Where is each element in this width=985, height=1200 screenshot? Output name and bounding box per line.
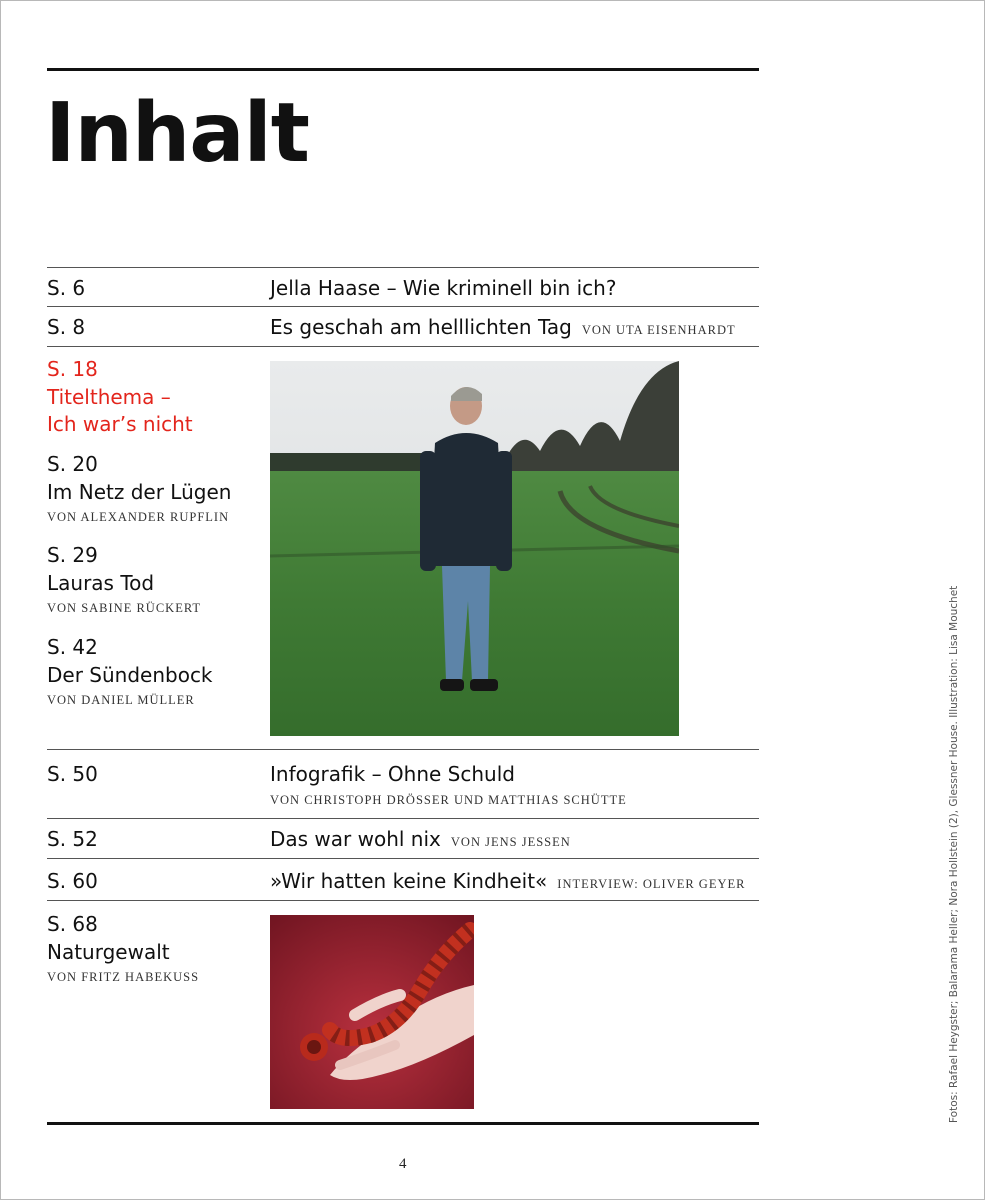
entry-byline: VON SABINE RÜCKERT xyxy=(47,601,202,615)
entry-headline-line1[interactable]: Titelthema – xyxy=(47,385,171,409)
entry-page: S. 42 xyxy=(47,635,98,659)
entry-page: S. 52 xyxy=(47,827,98,851)
divider xyxy=(47,267,759,268)
entry-headline[interactable]: Jella Haase – Wie kriminell bin ich? xyxy=(270,276,617,300)
man-in-field-photo xyxy=(270,361,679,736)
snake-on-hand-photo xyxy=(270,915,474,1109)
entry-headline-row[interactable] xyxy=(270,827,571,854)
photo-credit: Fotos: Rafael Heygster; Balarama Heller; Nora Hollstein (2), Glessner House. Illustration: Lisa Mouchet xyxy=(948,585,960,1123)
divider xyxy=(47,858,759,859)
entry-page: S. 8 xyxy=(47,315,86,339)
entry-byline: INTERVIEW: OLIVER GEYER xyxy=(557,877,746,891)
entry-byline: VON JENS JESSEN xyxy=(450,835,571,849)
divider xyxy=(47,900,759,901)
entry-headline[interactable]: Im Netz der Lügen xyxy=(47,480,232,504)
entry-byline: VON CHRISTOPH DRÖSSER UND MATTHIAS SCHÜTTE xyxy=(270,793,627,807)
entry-headline-row[interactable] xyxy=(270,869,745,896)
entry-headline[interactable]: Das war wohl nix xyxy=(270,827,441,851)
divider xyxy=(47,346,759,347)
page-number: 4 xyxy=(399,1156,407,1172)
entry-headline[interactable]: Es geschah am helllichten Tag xyxy=(270,315,572,339)
entry-page: S. 6 xyxy=(47,276,86,300)
divider xyxy=(47,306,759,307)
entry-headline[interactable]: Infografik – Ohne Schuld xyxy=(270,762,515,786)
entry-page: S. 50 xyxy=(47,762,98,786)
divider xyxy=(47,818,759,819)
entry-headline[interactable]: Lauras Tod xyxy=(47,571,155,595)
entry-page: S. 60 xyxy=(47,869,98,893)
entry-headline[interactable]: »Wir hatten keine Kindheit« xyxy=(270,869,548,893)
entry-headline[interactable]: Der Sündenbock xyxy=(47,663,213,687)
entry-headline-line2[interactable]: Ich war’s nicht xyxy=(47,412,193,436)
entry-byline: VON FRITZ HABEKUSS xyxy=(47,970,200,984)
top-rule xyxy=(47,68,759,71)
page-title: Inhalt xyxy=(45,86,309,181)
entry-headline[interactable]: Naturgewalt xyxy=(47,940,170,964)
entry-headline-row[interactable] xyxy=(270,315,736,342)
entry-page: S. 18 xyxy=(47,357,98,381)
entry-page: S. 68 xyxy=(47,912,98,936)
entry-page: S. 29 xyxy=(47,543,98,567)
divider xyxy=(47,749,759,750)
entry-page: S. 20 xyxy=(47,452,98,476)
entry-byline: VON UTA EISENHARDT xyxy=(581,323,736,337)
entry-byline: VON ALEXANDER RUPFLIN xyxy=(47,510,230,524)
entry-byline: VON DANIEL MÜLLER xyxy=(47,693,195,707)
bottom-rule xyxy=(47,1122,759,1125)
